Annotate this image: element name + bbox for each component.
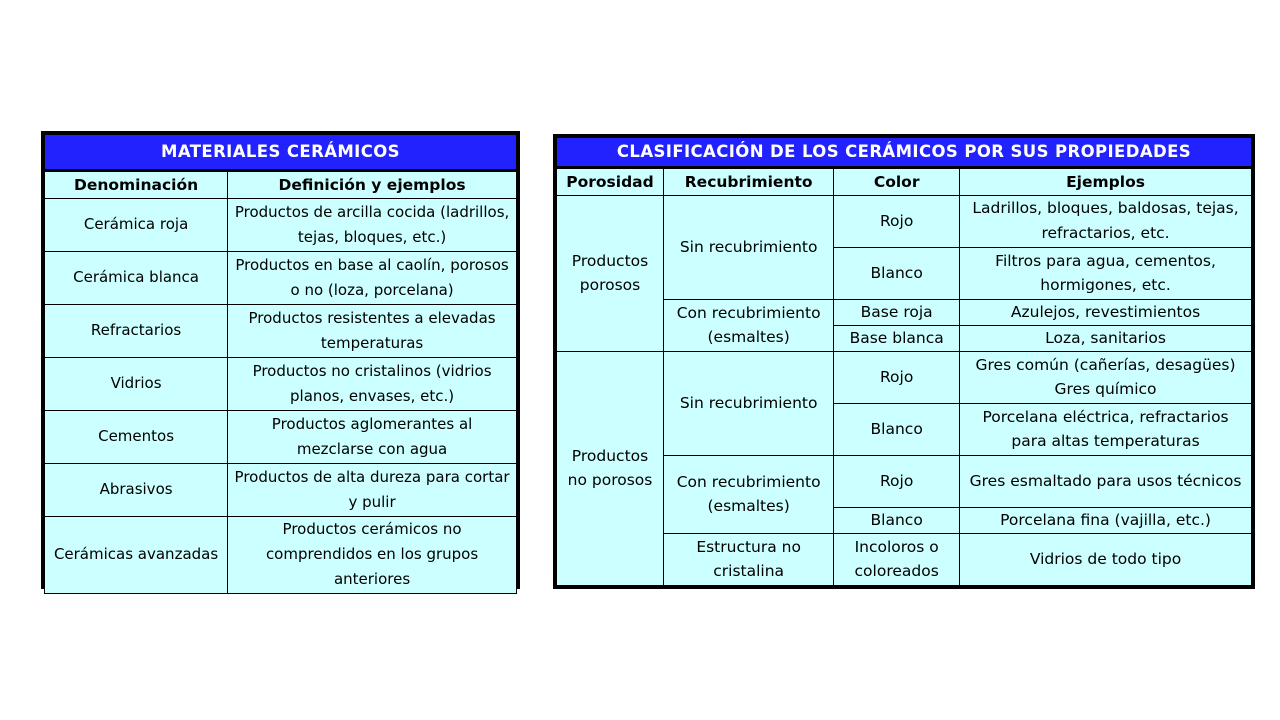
column-header-recubrimiento: Recubrimiento [664,167,834,195]
denominacion-cell: Refractarios [45,305,228,358]
definicion-cell: Productos resistentes a elevadas temperaturas [228,305,517,358]
definicion-cell: Productos aglomerantes al mezclarse con agua [228,411,517,464]
denominacion-cell: Vidrios [45,358,228,411]
materiales-ceramicos-table-frame [41,131,520,589]
recubrimiento-cell: Sin recubrimiento [664,195,834,299]
color-cell: Rojo [834,455,960,507]
ejemplo-cell: Loza, sanitarios [960,325,1252,351]
table-row [45,464,517,517]
color-cell: Blanco [834,403,960,455]
color-cell: Rojo [834,195,960,247]
definicion-cell: Productos en base al caolín, porosos o no (loza, porcelana) [228,252,517,305]
denominacion-cell: Abrasivos [45,464,228,517]
denominacion-cell: Cementos [45,411,228,464]
table-row [557,351,1252,403]
color-cell: Rojo [834,351,960,403]
color-cell: Base blanca [834,325,960,351]
ejemplo-cell: Gres común (cañerías, desagües) Gres químico [960,351,1252,403]
color-cell: Blanco [834,507,960,533]
recubrimiento-cell: Estructura no cristalina [664,533,834,585]
ejemplo-cell: Azulejos, revestimientos [960,299,1252,325]
porosidad-cell: Productos porosos [557,195,664,351]
table-title: MATERIALES CERÁMICOS [45,135,517,171]
denominacion-cell: Cerámica blanca [45,252,228,305]
ejemplo-cell: Filtros para agua, cementos, hormigones, etc. [960,247,1252,299]
column-header-denominacion: Denominación [45,171,228,199]
column-header-ejemplos: Ejemplos [960,167,1252,195]
recubrimiento-cell: Con recubrimiento (esmaltes) [664,299,834,351]
table-title: CLASIFICACIÓN DE LOS CERÁMICOS POR SUS PROPIEDADES [557,138,1252,168]
column-header-color: Color [834,167,960,195]
ejemplo-cell: Porcelana fina (vajilla, etc.) [960,507,1252,533]
definicion-cell: Productos de alta dureza para cortar y pulir [228,464,517,517]
table-row [45,517,517,594]
recubrimiento-cell: Con recubrimiento (esmaltes) [664,455,834,533]
definicion-cell: Productos de arcilla cocida (ladrillos, tejas, bloques, etc.) [228,199,517,252]
table-row [45,252,517,305]
ejemplo-cell: Porcelana eléctrica, refractarios para altas temperaturas [960,403,1252,455]
table-row [557,195,1252,247]
recubrimiento-cell: Sin recubrimiento [664,351,834,455]
table-row [45,411,517,464]
color-cell: Incoloros o coloreados [834,533,960,585]
color-cell: Blanco [834,247,960,299]
ejemplo-cell: Ladrillos, bloques, baldosas, tejas, refractarios, etc. [960,195,1252,247]
denominacion-cell: Cerámicas avanzadas [45,517,228,594]
materiales-ceramicos-table [44,134,517,594]
color-cell: Base roja [834,299,960,325]
definicion-cell: Productos cerámicos no comprendidos en los grupos anteriores [228,517,517,594]
denominacion-cell: Cerámica roja [45,199,228,252]
porosidad-cell: Productos no porosos [557,351,664,585]
ejemplo-cell: Vidrios de todo tipo [960,533,1252,585]
column-header-definicion: Definición y ejemplos [228,171,517,199]
clasificacion-ceramicos-table [556,137,1252,586]
table-row [45,358,517,411]
ejemplo-cell: Gres esmaltado para usos técnicos [960,455,1252,507]
table-row [45,305,517,358]
definicion-cell: Productos no cristalinos (vidrios planos, envases, etc.) [228,358,517,411]
column-header-porosidad: Porosidad [557,167,664,195]
table-row [45,199,517,252]
clasificacion-table-frame [553,134,1255,589]
